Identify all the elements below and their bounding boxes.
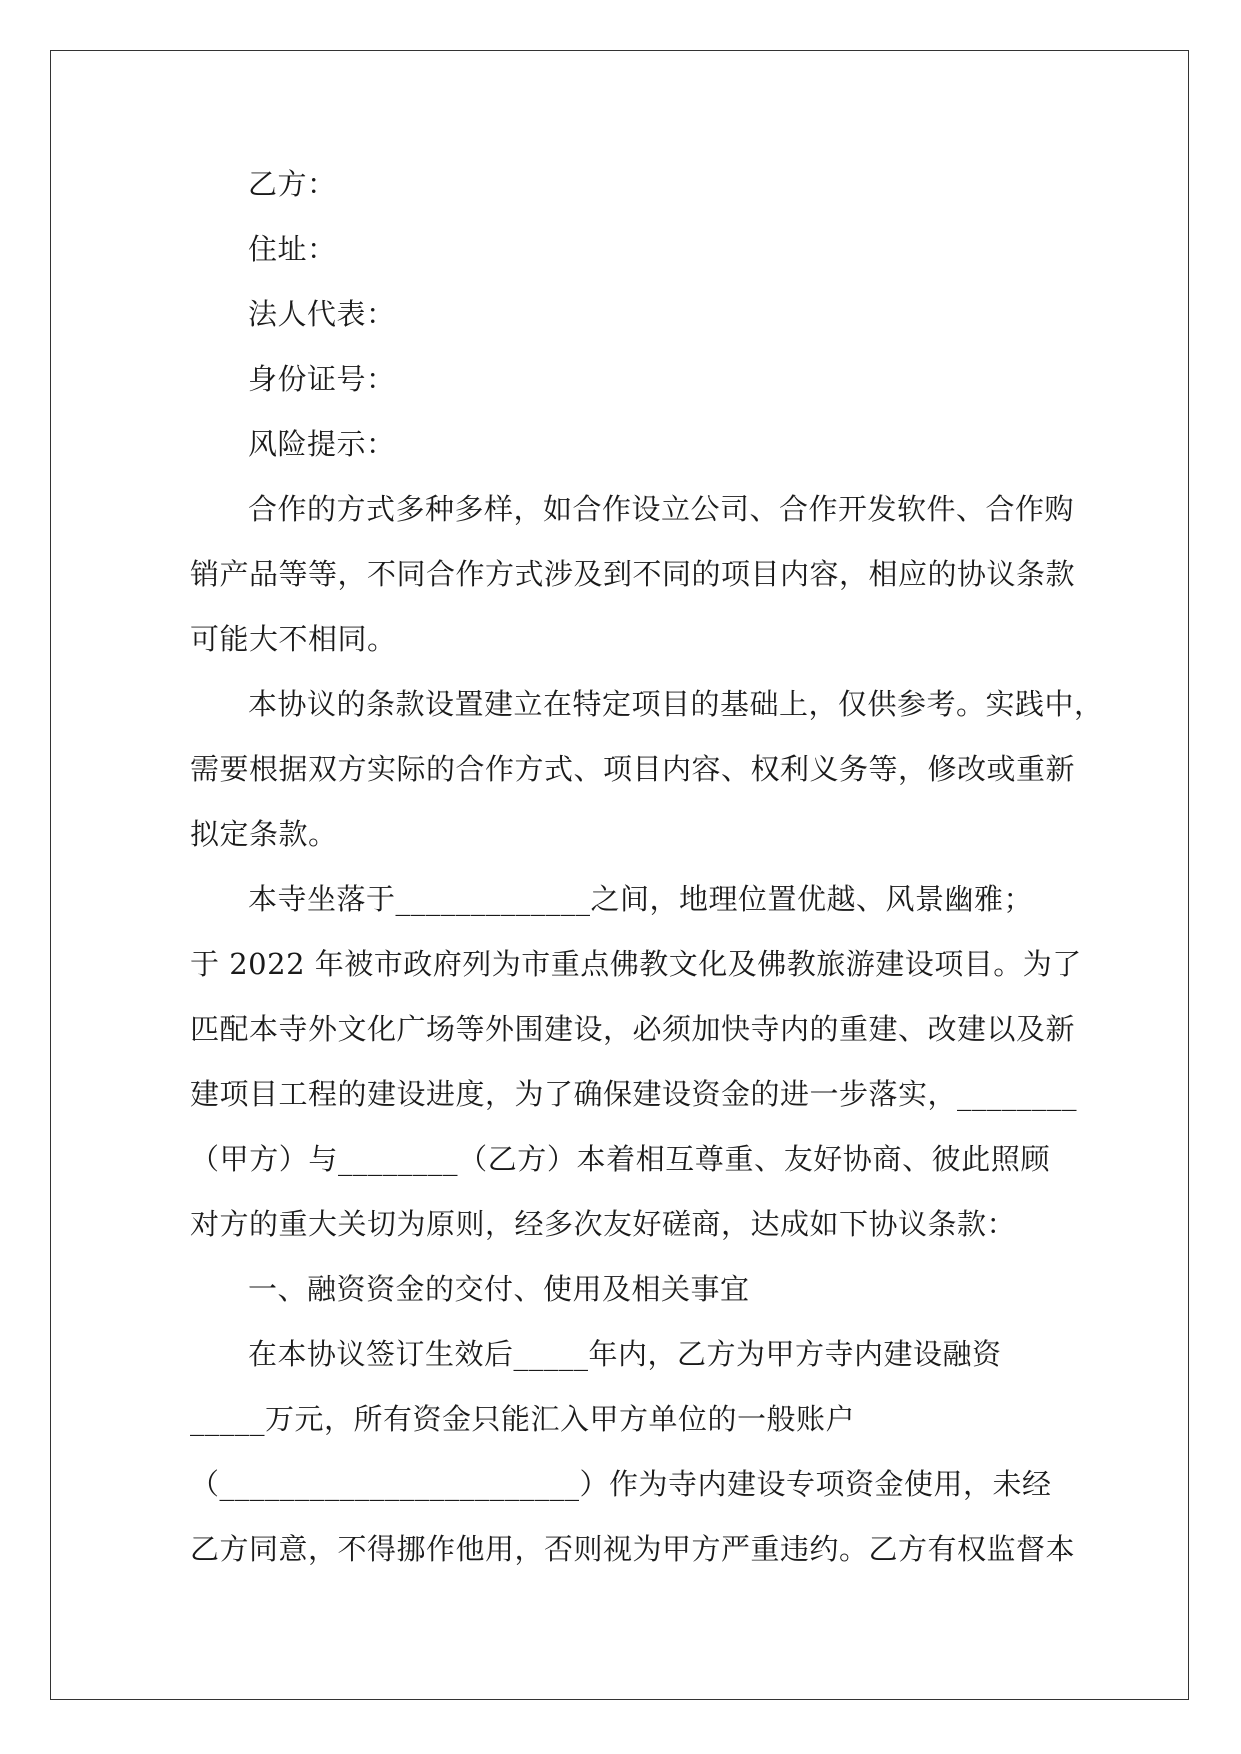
document-body	[190, 152, 1104, 1582]
paragraph-line: _____万元，所有资金只能汇入甲方单位的一般账户	[190, 1402, 856, 1436]
paragraph-line: 合作的方式多种多样，如合作设立公司、合作开发软件、合作购	[248, 492, 1075, 526]
paragraph-line: 需要根据双方实际的合作方式、项目内容、权利义务等，修改或重新	[190, 752, 1076, 786]
paragraph-line: 建项目工程的建设进度，为了确保建设资金的进一步落实，________	[190, 1077, 1078, 1111]
line-risk-notice: 风险提示：	[248, 427, 396, 461]
paragraph-line: 匹配本寺外文化广场等外围建设，必须加快寺内的重建、改建以及新	[190, 1012, 1076, 1046]
paragraph-line: 销产品等等，不同合作方式涉及到不同的项目内容，相应的协议条款	[190, 557, 1076, 591]
paragraph-line: （________________________）作为寺内建设专项资金使用，未经	[190, 1467, 1052, 1501]
line-id-number: 身份证号：	[248, 362, 396, 396]
line-address: 住址：	[248, 232, 337, 266]
paragraph-line: 本寺坐落于_____________之间，地理位置优越、风景幽雅；	[248, 882, 1034, 916]
paragraph-line: 拟定条款。	[190, 817, 338, 851]
paragraph-line: 乙方同意，不得挪作他用，否则视为甲方严重违约。乙方有权监督本	[190, 1532, 1076, 1566]
paragraph-line: （甲方）与________（乙方）本着相互尊重、友好协商、彼此照顾	[190, 1142, 1050, 1176]
paragraph-line: 对方的重大关切为原则，经多次友好磋商，达成如下协议条款：	[190, 1207, 1017, 1241]
paragraph-line: 本协议的条款设置建立在特定项目的基础上，仅供参考。实践中，	[248, 687, 1104, 721]
line-party-b: 乙方：	[248, 167, 337, 201]
section-heading: 一、融资资金的交付、使用及相关事宜	[248, 1272, 750, 1306]
line-legal-rep: 法人代表：	[248, 297, 396, 331]
paragraph-line: 于 2022 年被市政府列为市重点佛教文化及佛教旅游建设项目。为了	[190, 947, 1082, 981]
paragraph-line: 可能大不相同。	[190, 622, 397, 656]
paragraph-line: 在本协议签订生效后_____年内，乙方为甲方寺内建设融资	[248, 1337, 1002, 1371]
